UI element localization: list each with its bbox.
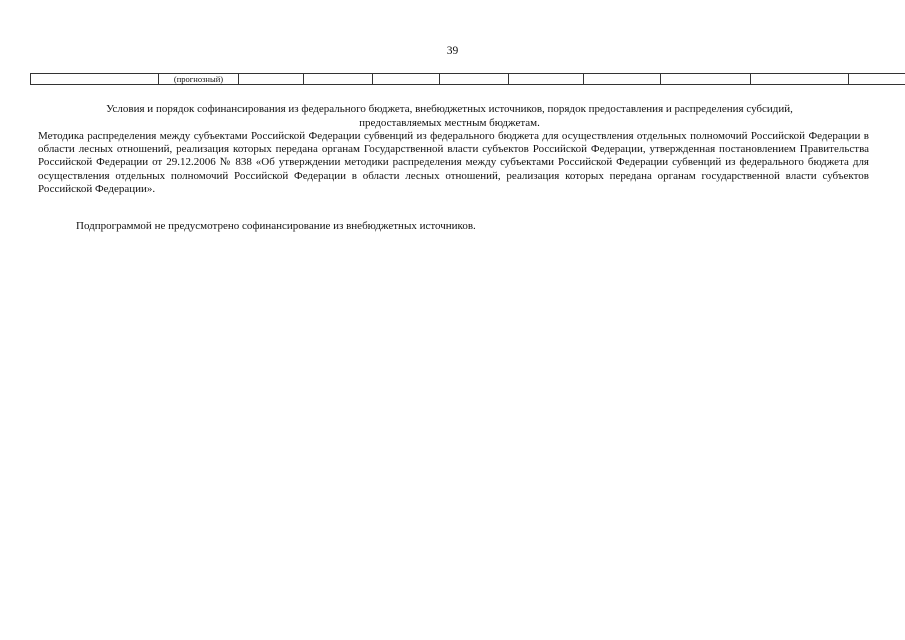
- table-cell: [373, 74, 440, 85]
- table-cell-forecast: (прогнозный): [159, 74, 239, 85]
- table-fragment: [30, 73, 905, 85]
- table-row: [31, 74, 905, 85]
- table-cell: [849, 74, 905, 85]
- table-cell: [509, 74, 584, 85]
- methodology-paragraph: Методика распределения между субъектами Российской Федерации субвенций из федерального бюджета для осуществления отдельных полномочий Российской Федерации в области лесных отношений, реализация которых передана органам Государственной власти субъектов Российской Федерации, утвержденная постановлением Правительства Российской Федерации от 29.12.2006 № 838 «Об утверждении методики распределения между субъектами Российской Федерации субвенций из федерального бюджета для осуществления отдельных полномочий Российской Федерации в области лесных отношений, реализация которых передана органам государственной власти субъектов Российской Федерации».: [38, 130, 869, 195]
- table-cell: [661, 74, 751, 85]
- table-cell: [440, 74, 509, 85]
- page-number: 39: [446, 45, 459, 57]
- table-cell: [31, 74, 159, 85]
- cofinancing-paragraph: Подпрограммой не предусмотрено софинансирование из внебюджетных источников.: [76, 220, 476, 232]
- table-cell: [304, 74, 373, 85]
- section-heading: [30, 103, 869, 130]
- table-cell: [584, 74, 661, 85]
- section-heading-line: предоставляемых местным бюджетам.: [359, 116, 540, 129]
- section-heading-line: Условия и порядок софинансирования из федерального бюджета, внебюджетных источников, порядок предоставления и распределения субсидий,: [106, 103, 793, 115]
- table-cell: [751, 74, 849, 85]
- table-cell: [239, 74, 304, 85]
